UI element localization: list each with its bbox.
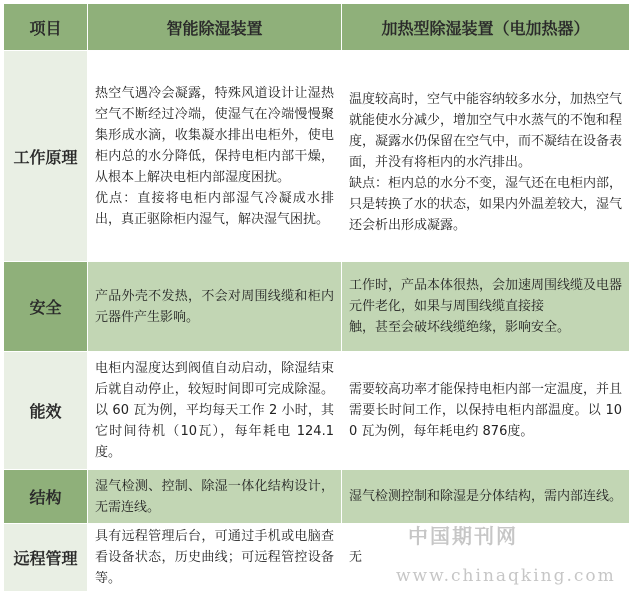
cell-text: 热空气遇冷会凝露，特殊风道设计让湿热空气不断经过冷端，使湿气在冷端慢慢聚集形成水滴，收集凝水排出电柜外，使电柜内总的水分降低，保持电柜内部干燥，从根本上解决电柜内部湿度困扰。 (95, 85, 334, 185)
cell-text: 需要较高功率才能保持电柜内部一定温度，并且需要长时间工作，以保持电柜内部温度。以 100 瓦为例，每年耗电约 876度。 (349, 382, 623, 439)
cell-text: 具有远程管理后台，可通过手机或电脑查看设备状态，历史曲线；可远程管控设备等。 (95, 529, 334, 586)
cell-text: 无 (349, 550, 363, 565)
row-label: 结构 (4, 470, 88, 524)
cell-text: 优点：直接将电柜内部湿气冷凝成水排出，真正驱除柜内湿气，解决湿气困扰。 (95, 190, 334, 227)
watermark-site-url: www.chinaqking.com (396, 566, 616, 586)
heating-cell (342, 262, 630, 352)
cell-text: 湿气检测控制和除湿是分体结构，需内部连线。 (349, 489, 623, 504)
header-item: 项目 (4, 4, 88, 51)
header-smart-dehumidifier: 智能除湿装置 (88, 4, 342, 51)
cell-text: 湿气检测、控制、除湿一体化结构设计，无需连线。 (95, 478, 334, 515)
heating-cell (342, 352, 630, 470)
table-row-efficiency (4, 352, 630, 470)
heating-cell (342, 470, 630, 524)
smart-cell (88, 470, 342, 524)
smart-cell (88, 524, 342, 592)
smart-cell (88, 262, 342, 352)
table-row-safety (4, 262, 630, 352)
table-row-structure (4, 470, 630, 524)
comparison-table (3, 3, 630, 592)
cell-text: 电柜内湿度达到阀值自动启动，除湿结束后就自动停止，较短时间即可完成除湿。以 60 瓦为例，平均每天工作 2 小时，其它时间待机（10瓦），每年耗电 124.1 度。 (95, 361, 334, 460)
cell-text: 缺点：柜内总的水分不变，湿气还在电柜内部，只是转换了水的状态，如果内外温差较大，湿气还会析出形成凝露。 (349, 175, 623, 233)
table-header-row (4, 4, 630, 51)
header-heating-dehumidifier: 加热型除湿装置（电加热器） (342, 4, 630, 51)
row-label: 远程管理 (4, 524, 88, 592)
row-label: 工作原理 (4, 51, 88, 262)
smart-cell (88, 51, 342, 262)
smart-cell (88, 352, 342, 470)
row-label: 安全 (4, 262, 88, 352)
row-label: 能效 (4, 352, 88, 470)
cell-text: 触，甚至会破坏线缆绝缘，影响安全。 (349, 320, 571, 335)
watermark-site-name: 中国期刊网 (408, 524, 518, 548)
table-row-principle (4, 51, 630, 262)
cell-text: 温度较高时，空气中能容纳较多水分，加热空气就能使水分减少，增加空气中水蒸气的不饱和程度，凝露水仍保留在空气中，而不凝结在设备表面，并没有将柜内的水汽排出。 (349, 91, 623, 170)
cell-text: 产品外壳不发热，不会对周围线缆和柜内元器件产生影响。 (95, 288, 334, 325)
cell-text: 工作时，产品本体很热，会加速周围线缆及电器元件老化，如果与周围线缆直接接 (349, 278, 623, 314)
heating-cell (342, 51, 630, 262)
